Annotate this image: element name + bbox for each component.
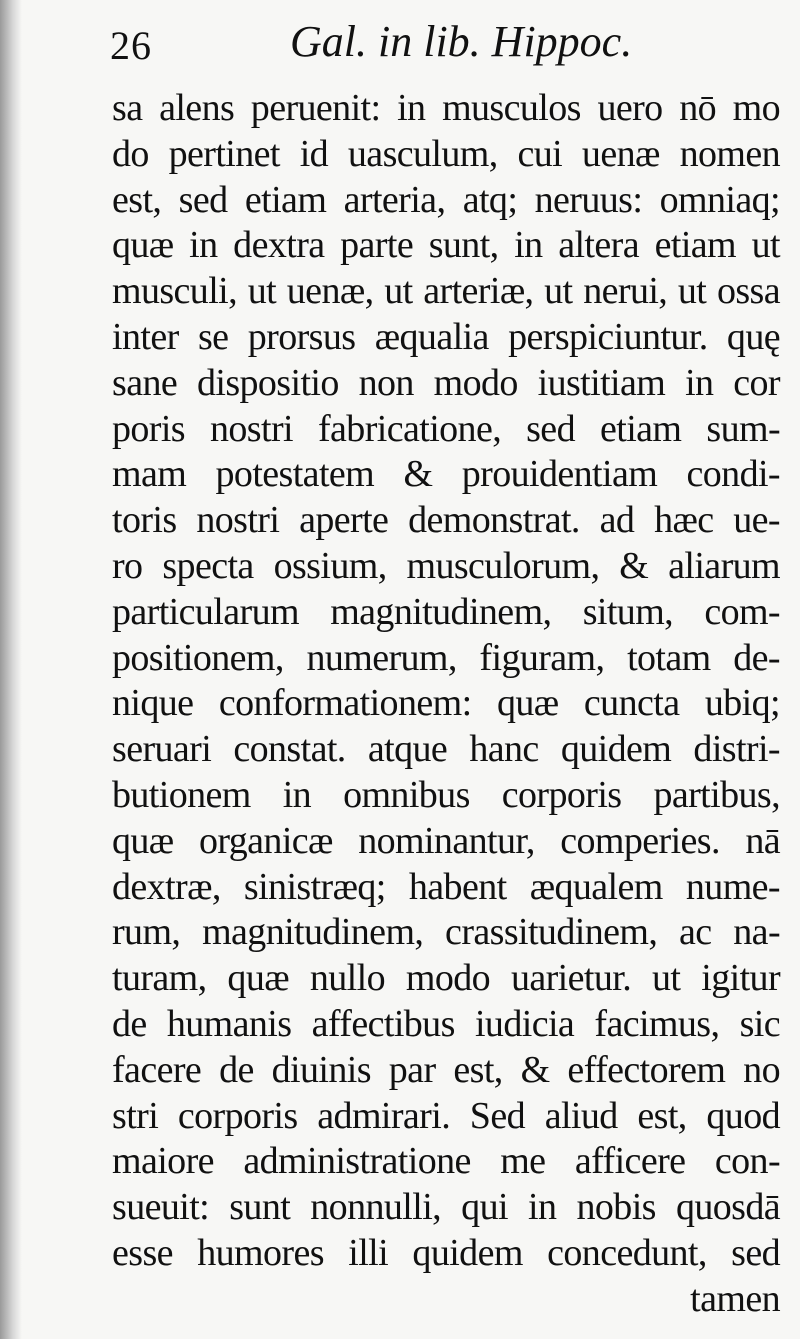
text-line: sa alens peruenit: in musculos uero nō mo (112, 87, 780, 129)
text-line: ro specta ossium, musculorum, & aliarum (112, 544, 780, 587)
text-line: esse humores illi quidem concedunt, sed (112, 1231, 780, 1274)
text-line: de humanis affectibus iudicia facimus, sic (112, 1002, 780, 1045)
page-number: 26 (110, 23, 152, 68)
text-line: dextræ, sinistræq; habent æqualem nume- (112, 865, 780, 908)
text-line: quæ in dextra parte sunt, in altera etiam ut (112, 224, 780, 267)
text-line: butionem in omnibus corporis partibus, (112, 773, 780, 816)
binding-shadow (0, 0, 22, 1339)
body-text (112, 86, 780, 1323)
running-head: Gal. in lib. Hippoc. (290, 17, 633, 66)
text-line: nique conformationem: quæ cuncta ubiq; (112, 682, 780, 725)
text-line: inter se prorsus æqualia perspiciuntur. quę (112, 315, 780, 358)
text-line: stri corporis admirari. Sed aliud est, quod (112, 1094, 780, 1137)
page-header (110, 12, 760, 82)
text-line: particularum magnitudinem, situm, com- (112, 590, 780, 633)
text-line: seruari constat. atque hanc quidem distri- (112, 728, 780, 771)
text-line: sane dispositio non modo iustitiam in cor (112, 361, 780, 404)
text-line: mam potestatem & prouidentiam condi- (112, 453, 780, 496)
text-line: positionem, numerum, figuram, totam de- (112, 636, 780, 679)
text-line: rum, magnitudinem, crassitudinem, ac na- (112, 911, 780, 954)
text-line: facere de diuinis par est, & effectorem no (112, 1048, 780, 1091)
text-line: maiore administratione me afficere con- (112, 1140, 780, 1183)
text-line: est, sed etiam arteria, atq; neruus: omniaq; (112, 178, 780, 221)
text-line: quæ organicæ nominantur, comperies. nā (112, 819, 780, 862)
text-line: turam, quæ nullo modo uarietur. ut igitur (112, 957, 780, 1000)
text-line: toris nostri aperte demonstrat. ad hæc ue- (112, 499, 780, 542)
text-line: musculi, ut uenæ, ut arteriæ, ut nerui, ut ossa (112, 270, 780, 313)
text-line: do pertinet id uasculum, cui uenæ nomen (112, 132, 780, 175)
text-line: poris nostri fabricatione, sed etiam sum- (112, 407, 780, 450)
catchword: tamen (690, 1277, 780, 1320)
text-line: sueuit: sunt nonnulli, qui in nobis quosdā (112, 1186, 780, 1229)
